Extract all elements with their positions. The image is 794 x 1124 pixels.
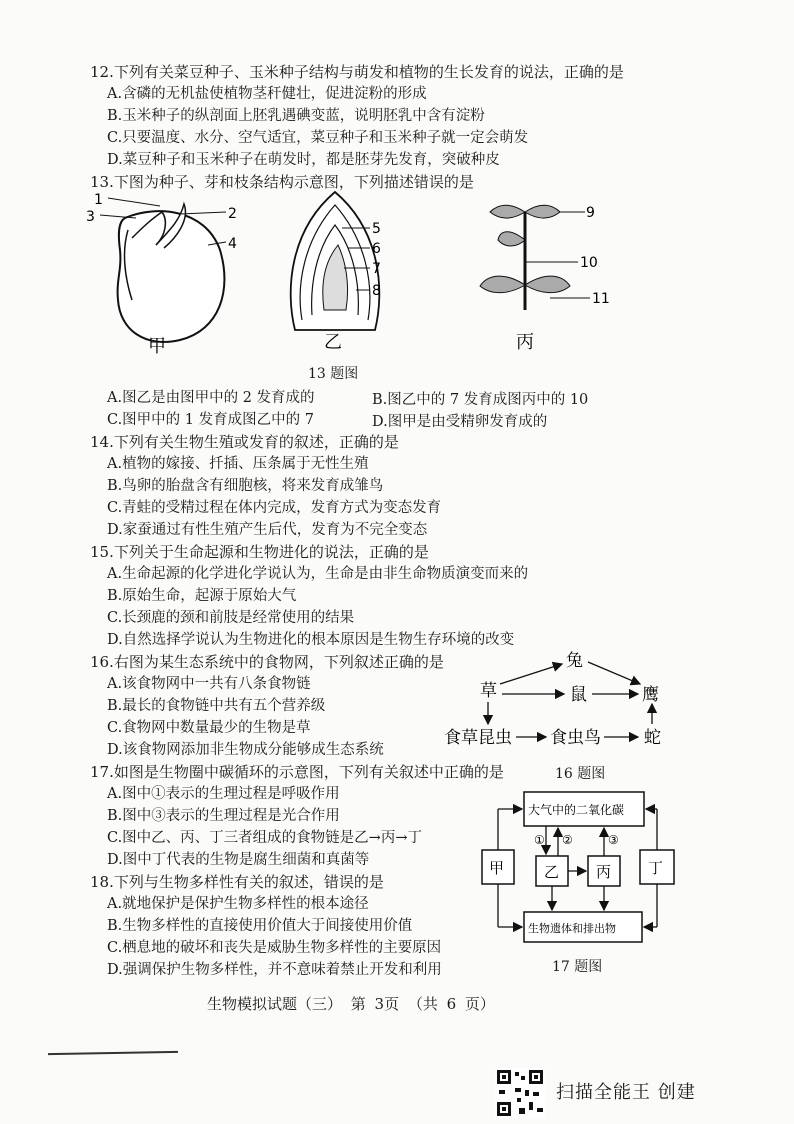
node-niao: 食虫鸟	[550, 728, 601, 748]
node-shu: 鼠	[570, 685, 587, 705]
question-17-option-c: C.图中乙、丙、丁三者组成的食物链是乙→丙→丁	[107, 830, 422, 846]
qr-code-icon	[495, 1068, 545, 1118]
node-kunchong: 食草昆虫	[444, 728, 512, 748]
node-remains: 生物遗体和排出物	[528, 922, 616, 935]
question-14-option-c: C.青蛙的受精过程在体内完成，发育方式为变态发育	[107, 500, 442, 516]
node-ying: 鹰	[642, 685, 659, 705]
question-13-option-d: D.图甲是由受精卵发育成的	[372, 414, 548, 430]
page-footer: 生物模拟试题（三） 第 3页 （共 6 页）	[207, 995, 495, 1013]
figure-17-caption: 17 题图	[552, 959, 603, 975]
question-13-option-a: A.图乙是由图甲中的 2 发育成的	[107, 390, 315, 406]
question-18-option-b: B.生物多样性的直接使用价值大于间接使用价值	[107, 918, 413, 934]
question-18-option-c: C.栖息地的破坏和丧失是威胁生物多样性的主要原因	[107, 940, 442, 956]
node-bing: 丙	[596, 863, 612, 881]
node-tu: 兔	[566, 651, 583, 671]
question-12-option-d: D.菜豆种子和玉米种子在萌发时，都是胚芽先发育，突破种皮	[107, 152, 500, 168]
question-12-option-b: B.玉米种子的纵剖面上胚乳遇碘变蓝，说明胚乳中含有淀粉	[107, 108, 485, 124]
node-she: 蛇	[644, 728, 661, 748]
question-13-option-b: B.图乙中的 7 发育成图丙中的 10	[372, 392, 589, 408]
node-ding: 丁	[648, 859, 664, 877]
figure-name-yi: 乙	[324, 332, 342, 353]
question-16-stem: 16.右图为某生态系统中的食物网，下列叙述正确的是	[90, 653, 444, 671]
question-12-option-c: C.只要温度、水分、空气适宜，菜豆种子和玉米种子就一定会萌发	[107, 130, 529, 146]
question-15-option-b: B.原始生命，起源于原始大气	[107, 588, 297, 604]
question-18-option-a: A.就地保护是保护生物多样性的根本途径	[107, 896, 369, 912]
label-6: 6	[372, 241, 381, 257]
question-16-option-b: B.最长的食物链中共有五个营养级	[107, 698, 326, 714]
question-18-option-d: D.强调保护生物多样性，并不意味着禁止开发和利用	[107, 962, 442, 978]
question-16-option-a: A.该食物网中一共有八条食物链	[107, 676, 311, 692]
label-5: 5	[372, 221, 381, 237]
label-4: 4	[228, 236, 237, 252]
question-14-stem: 14.下列有关生物生殖或发育的叙述，正确的是	[90, 433, 399, 451]
question-15-option-c: C.长颈鹿的颈和前肢是经常使用的结果	[107, 610, 355, 626]
scanner-brand-text: 扫描全能王 创建	[556, 1082, 696, 1103]
node-yi: 乙	[544, 863, 560, 881]
question-12-option-a: A.含磷的无机盐使植物茎秆健壮，促进淀粉的形成	[107, 86, 427, 102]
bud-diagram-yi	[291, 192, 381, 353]
process-3-label: ③	[608, 833, 619, 847]
question-14-option-d: D.家蚕通过有性生殖产生后代，发育为不完全变态	[107, 522, 428, 538]
node-jia: 甲	[489, 859, 505, 877]
question-14-option-b: B.鸟卵的胎盘含有细胞核，将来发育成雏鸟	[107, 478, 384, 494]
figure-13-structures	[80, 190, 620, 365]
question-15-stem: 15.下列关于生命起源和生物进化的说法，正确的是	[90, 543, 429, 561]
question-16-option-d: D.该食物网添加非生物成分能够成生态系统	[107, 742, 384, 758]
question-17-option-a: A.图中①表示的生理过程是呼吸作用	[107, 786, 340, 802]
question-16-option-c: C.食物网中数量最少的生物是草	[107, 720, 311, 736]
label-10: 10	[580, 255, 598, 271]
figure-name-jia: 甲	[148, 336, 166, 357]
question-15-option-d: D.自然选择学说认为生物进化的根本原因是生物生存环境的改变	[107, 632, 515, 648]
twig-diagram-bing	[480, 205, 610, 353]
label-8: 8	[372, 283, 381, 299]
scan-artifact-line	[48, 1051, 178, 1055]
figure-13-caption: 13 题图	[308, 366, 359, 382]
question-15-option-a: A.生命起源的化学进化学说认为，生命是由非生命物质演变而来的	[107, 566, 529, 582]
node-co2: 大气中的二氧化碳	[528, 803, 625, 817]
question-17-option-d: D.图中丁代表的生物是腐生细菌和真菌等	[107, 852, 370, 868]
question-12-stem: 12.下列有关菜豆种子、玉米种子结构与萌发和植物的生长发育的说法，正确的是	[90, 63, 624, 81]
question-13-stem: 13.下图为种子、芽和枝条结构示意图，下列描述错误的是	[90, 173, 474, 191]
label-1: 1	[94, 192, 103, 208]
process-2-label: ②	[562, 833, 573, 847]
question-18-stem: 18.下列与生物多样性有关的叙述，错误的是	[90, 873, 384, 891]
label-9: 9	[586, 205, 595, 221]
node-cao: 草	[480, 681, 497, 701]
question-13-option-c: C.图甲中的 1 发育成图乙中的 7	[107, 412, 314, 428]
label-2: 2	[228, 206, 237, 222]
seed-diagram-jia	[86, 192, 237, 357]
figure-16-caption: 16 题图	[555, 766, 606, 782]
question-17-stem: 17.如图是生物圈中碳循环的示意图，下列有关叙述中正确的是	[90, 763, 504, 781]
label-11: 11	[592, 291, 610, 307]
label-3: 3	[86, 209, 95, 225]
process-1-label: ①	[534, 833, 545, 847]
figure-16-food-web	[440, 648, 680, 760]
label-7: 7	[372, 261, 381, 277]
figure-17-carbon-cycle	[478, 784, 688, 952]
question-17-option-b: B.图中③表示的生理过程是光合作用	[107, 808, 340, 824]
question-14-option-a: A.植物的嫁接、扦插、压条属于无性生殖	[107, 456, 369, 472]
figure-name-bing: 丙	[516, 332, 534, 353]
